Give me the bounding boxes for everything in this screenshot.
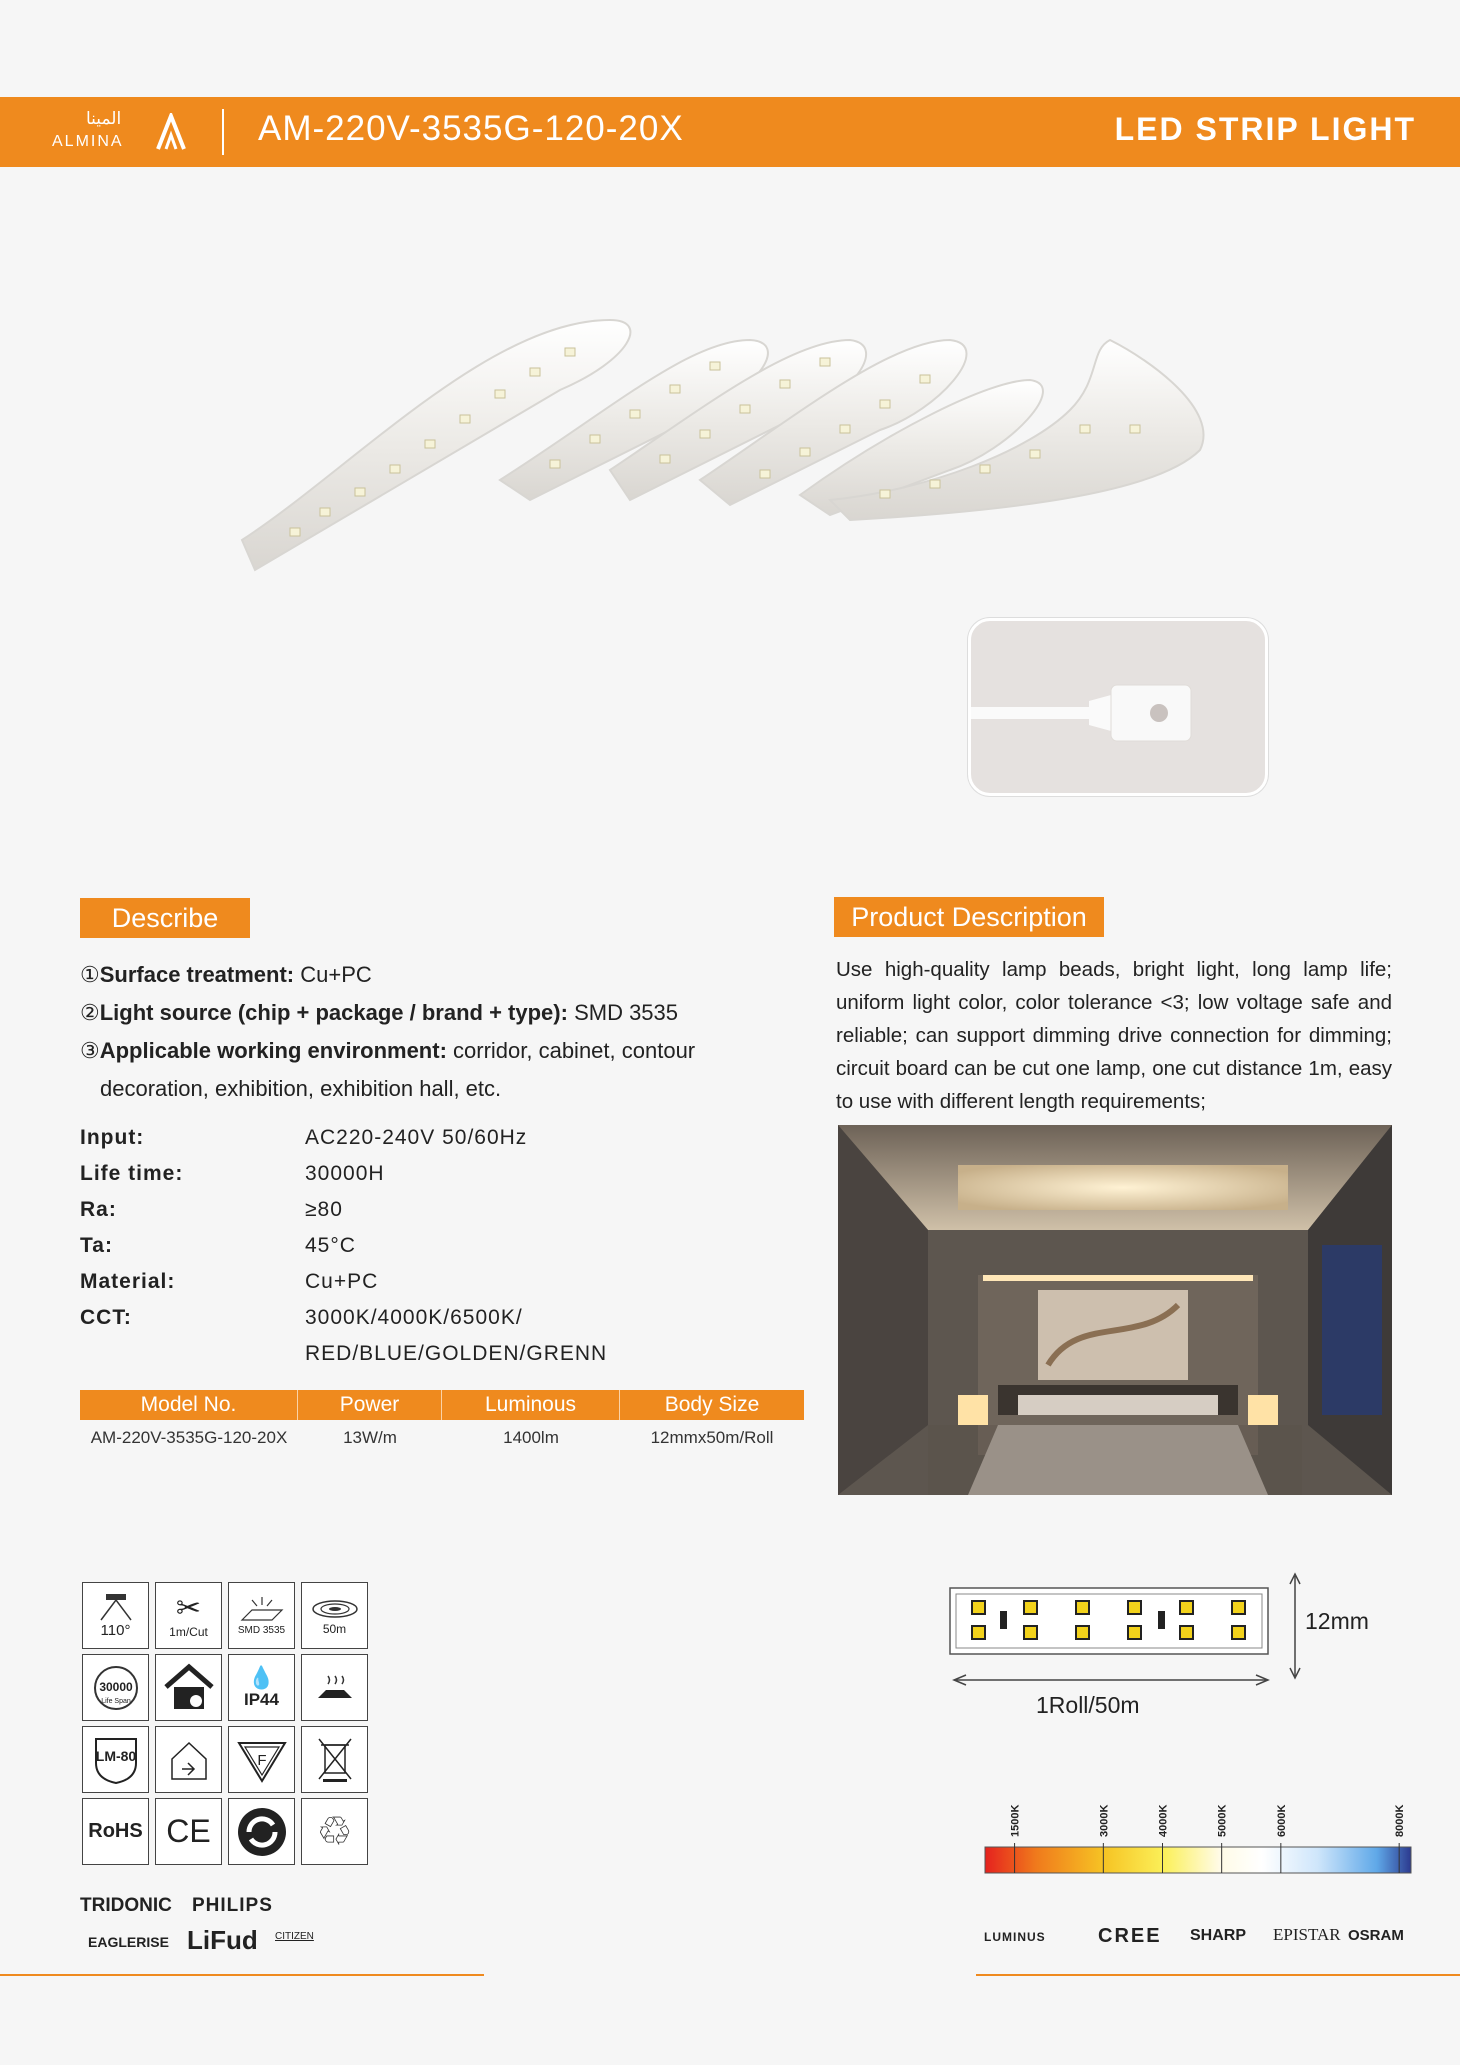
brand-luminus: LUMINUS: [984, 1930, 1046, 1944]
cell-body-size: 12mmx50m/Roll: [650, 1428, 774, 1447]
brand-sharp: SHARP: [1190, 1927, 1247, 1944]
cct-label-1500: 1500K: [1009, 1804, 1022, 1837]
cct-label-6000: 6000K: [1275, 1804, 1288, 1837]
ce-mark-icon: [155, 1798, 222, 1865]
line-value: corridor, cabinet, contour: [446, 1038, 696, 1063]
lm80-label: LM-80: [95, 1747, 136, 1764]
home-icon: [155, 1654, 222, 1721]
spec-value: 3000K/4000K/6500K/: [305, 1306, 523, 1329]
line-label: Surface treatment:: [99, 962, 295, 987]
cct-label-4000: 4000K: [1157, 1804, 1170, 1837]
brand-citizen: CITIZEN: [275, 1931, 314, 1942]
brand-eaglerise: EAGLERISE: [88, 1934, 169, 1950]
footer-rule-right: [976, 1974, 1460, 1976]
cct-color-temperature-scale: [983, 1795, 1413, 1875]
brand-cree: CREE: [1098, 1925, 1162, 1947]
lifespan-label: Life Span: [100, 1697, 131, 1705]
weee-bin-icon: [301, 1726, 368, 1793]
line-number: ①: [80, 962, 100, 987]
spec-value: AC220-240V 50/60Hz: [305, 1126, 528, 1149]
f-mark-label: F: [256, 1751, 267, 1769]
model-table-header: [80, 1390, 804, 1420]
cct-label-3000: 3000K: [1098, 1804, 1111, 1837]
line-number: ③: [80, 1038, 100, 1063]
spec-key: Life time:: [80, 1162, 184, 1185]
cct-label-8000: 8000K: [1394, 1804, 1407, 1837]
rohs-icon: [82, 1798, 149, 1865]
spec-key: CCT:: [80, 1306, 132, 1329]
cell-model: AM-220V-3535G-120-20X: [90, 1428, 288, 1447]
led-strip-product-image: [230, 300, 1230, 600]
spec-value: 30000H: [305, 1162, 385, 1185]
roll-length: 1Roll/50m: [1036, 1692, 1140, 1718]
rohs-label: RoHS: [88, 1820, 143, 1842]
product-description-text: Use high-quality lamp beads, bright light, long lamp life; uniform light color, color tolerance <3; low voltage safe and reliable; can support dimming drive connection for dimming; circuit board can be cut one lamp, one cut distance 1m, easy to use with different length requirements;: [836, 958, 1392, 1113]
heat-icon: [301, 1654, 368, 1721]
brand-philips: PHILIPS: [192, 1895, 273, 1916]
cct-label-5000: 5000K: [1216, 1804, 1229, 1837]
line-number: ②: [80, 1000, 100, 1025]
brand-osram: OSRAM: [1348, 1927, 1404, 1944]
width-dimension: 12mm: [1305, 1608, 1369, 1634]
logo-arabic-text: المينا: [86, 109, 122, 129]
brand-lifud: LiFud: [187, 1925, 258, 1955]
recycle-icon: ♲: [301, 1798, 368, 1865]
cell-luminous: 1400lm: [503, 1428, 559, 1447]
brand-tridonic: TRIDONIC: [80, 1895, 172, 1916]
footer-rule-left: [0, 1974, 484, 1976]
header-divider: [222, 109, 224, 155]
describe-line-2: [80, 994, 780, 1032]
ip-rating-icon: 💧 IP44: [228, 1654, 295, 1721]
describe-line-3: [80, 1032, 780, 1070]
model-title: AM-220V-3535G-120-20X: [258, 109, 684, 148]
describe-title: Describe: [80, 898, 250, 938]
table-row: [80, 1420, 804, 1456]
spec-value: Cu+PC: [305, 1270, 379, 1293]
smd-chip-icon: [228, 1582, 295, 1649]
spec-key: Ta:: [80, 1234, 113, 1257]
col-header-model: Model No.: [80, 1390, 298, 1420]
logo-text: ALMINA: [52, 133, 124, 150]
ce-label: CE: [166, 1813, 211, 1849]
line-value: SMD 3535: [567, 1000, 679, 1025]
spec-value: ≥80: [305, 1198, 343, 1221]
smd-label: SMD 3535: [237, 1625, 286, 1636]
brand-epistar: EPISTAR: [1273, 1925, 1341, 1944]
spec-value: RED/BLUE/GOLDEN/GRENN: [305, 1342, 608, 1365]
angle-label: 110°: [100, 1622, 131, 1639]
lm80-icon: [82, 1726, 149, 1793]
col-header-power: Power: [298, 1390, 442, 1420]
model-table: [80, 1390, 804, 1456]
col-header-body-size: Body Size: [664, 1393, 760, 1416]
lifespan-icon: [82, 1654, 149, 1721]
f-mark-icon: [228, 1726, 295, 1793]
lifespan-number: 30000: [98, 1679, 133, 1694]
spec-key: Input:: [80, 1126, 145, 1149]
spec-key: Material:: [80, 1270, 176, 1293]
line-value: Cu+PC: [294, 962, 372, 987]
brand-logo: [50, 109, 200, 157]
cell-power: 13W/m: [343, 1428, 397, 1447]
describe-list: [80, 956, 780, 1108]
beam-angle-icon: [82, 1582, 149, 1649]
spec-key: Ra:: [80, 1198, 117, 1221]
line-label: Light source (chip + package / brand + type):: [99, 1000, 568, 1025]
scissors-icon: ✂ 1m/Cut: [155, 1582, 222, 1649]
led-brand-logos: [980, 1922, 1430, 1952]
logo-mark-icon: [154, 113, 188, 151]
line-label: Applicable working environment:: [99, 1038, 447, 1063]
connector-detail-image: [968, 618, 1268, 796]
product-description-title: Product Description: [834, 897, 1104, 937]
length-label: 50m: [322, 1621, 347, 1636]
bedroom-application-photo: [838, 1125, 1392, 1495]
describe-line-1: [80, 956, 780, 994]
cut-label: 1m/Cut: [169, 1624, 208, 1639]
green-dot-icon: [228, 1798, 295, 1865]
ip-label: IP44: [244, 1689, 279, 1709]
header-bar: [0, 97, 1460, 167]
describe-line-continuation: decoration, exhibition, exhibition hall, etc.: [100, 1076, 502, 1101]
indoor-use-icon: [155, 1726, 222, 1793]
spec-value: 45°C: [305, 1234, 356, 1257]
product-type: LED STRIP LIGHT: [1114, 111, 1416, 147]
col-header-luminous: Luminous: [442, 1390, 620, 1420]
reel-icon: [301, 1582, 368, 1649]
